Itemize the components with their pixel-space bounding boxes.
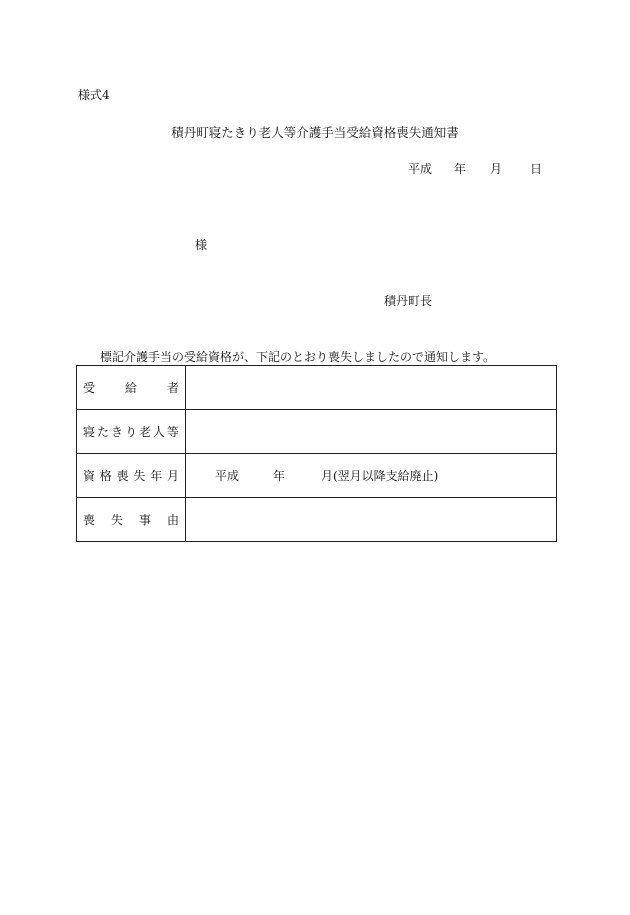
label-bedridden-elderly bbox=[77, 410, 186, 454]
label-char: 老 bbox=[138, 425, 151, 439]
issue-date-line bbox=[408, 160, 542, 177]
table-row-recipient bbox=[77, 366, 557, 410]
loss-date-era: 平成 bbox=[215, 469, 240, 483]
label-char: 格 bbox=[99, 469, 112, 483]
label-char: 失 bbox=[133, 469, 146, 483]
notice-text: 標記介護手当の受給資格が、下記のとおり喪失しましたので通知します。 bbox=[100, 350, 496, 364]
date-year-label: 年 bbox=[454, 162, 467, 176]
table-row-loss-reason bbox=[77, 498, 557, 542]
label-loss-reason bbox=[77, 498, 186, 542]
date-month-label: 月 bbox=[490, 162, 503, 176]
date-day-label: 日 bbox=[530, 162, 543, 176]
loss-date-month-label: 月(翌月以降支給廃止) bbox=[321, 469, 439, 483]
addressee-honorific: 様 bbox=[195, 238, 208, 252]
label-loss-date bbox=[77, 454, 186, 498]
loss-date-value-field[interactable] bbox=[186, 454, 557, 498]
label-char: 寝 bbox=[83, 425, 96, 439]
label-char: 給 bbox=[124, 381, 137, 395]
label-char: た bbox=[96, 425, 109, 439]
document-title: 積丹町寝たきり老人等介護手当受給資格喪失通知書 bbox=[171, 125, 459, 140]
label-char: き bbox=[110, 425, 123, 439]
label-char: り bbox=[124, 425, 137, 439]
date-era: 平成 bbox=[408, 162, 433, 176]
label-char: 喪 bbox=[116, 469, 129, 483]
label-char: 年 bbox=[150, 469, 163, 483]
label-char: 資 bbox=[83, 469, 96, 483]
label-char: 由 bbox=[166, 513, 179, 527]
label-char: 受 bbox=[83, 381, 96, 395]
label-char: 喪 bbox=[83, 513, 96, 527]
bedridden-elderly-value-field[interactable] bbox=[186, 410, 557, 454]
loss-reason-value-field[interactable] bbox=[186, 498, 557, 542]
label-char: 失 bbox=[110, 513, 123, 527]
label-char: 等 bbox=[166, 425, 179, 439]
table-row-bedridden-elderly bbox=[77, 410, 557, 454]
table-row-loss-date bbox=[77, 454, 557, 498]
recipient-value-field[interactable] bbox=[186, 366, 557, 410]
label-char: 月 bbox=[166, 469, 179, 483]
detail-table bbox=[76, 365, 557, 542]
loss-date-year-label: 年 bbox=[273, 469, 286, 483]
issuer-name: 積丹町長 bbox=[384, 294, 433, 308]
label-char: 事 bbox=[138, 513, 151, 527]
label-recipient bbox=[77, 366, 186, 410]
label-char: 者 bbox=[166, 381, 179, 395]
label-char: 人 bbox=[152, 425, 165, 439]
form-number: 様式4 bbox=[78, 88, 110, 102]
